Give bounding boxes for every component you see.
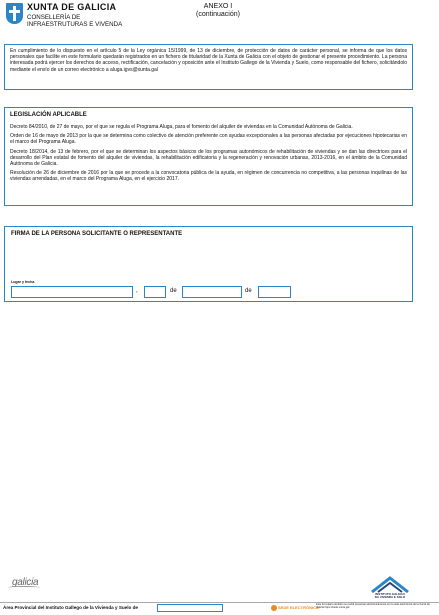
day-input[interactable] (144, 286, 166, 298)
igvs-name: INSTITUTO GALEGO DA VIVENDA E SOLO (374, 592, 406, 600)
area-label: Área Provincial del Instituto Gallego de la Vivienda y Suelo de (3, 605, 138, 610)
privacy-text: En cumplimiento de lo dispuesto en el artículo 5 de la Ley orgánica 15/1999, de 13 de diciembre, de protección de datos de carácter personal, se informa de que los datos personales que facilite en este formulario quedarán registrados en un fichero de titularidad de la Xunta de Galicia con el objeto de gestionar el presente procedimiento. La persona interesada podrá ejercer los derechos de acceso, rectificación, cancelación y oposición ante el Instituto Gallego de la Vivienda y Suelo, como responsable del fichero, solicitándolo mediante el envío de un correo electrónico a aluga.igvs@xunta.gal (10, 48, 407, 73)
ministry-name: CONSELLERÍA DE INFRAESTRUTURAS E VIVENDA (27, 14, 123, 28)
galicia-swoosh-icon (8, 586, 40, 589)
area-input[interactable] (157, 604, 223, 612)
xunta-shield-icon (6, 3, 23, 24)
legislation-item: Decreto 18/2014, de 13 de febrero, por el que se determinan los aspectos básicos de los programas autonómicos de rehabilitación de viviendas y se dan las directrices para el desarrollo del Plan estatal de fomento del alquiler de viviendas, la rehabilitación edificatoria y la regeneración y renovación urbanas, 2013-2016, en el ámbito de la Comunidad Autónoma de Galicia. (10, 148, 407, 168)
legislation-heading: LEGISLACIÓN APLICABLE (10, 112, 87, 118)
signature-heading: FIRMA DE LA PERSONA SOLICITANTE O REPRESENTANTE (11, 231, 183, 237)
comma-separator: , (136, 288, 138, 294)
sede-electronica-link[interactable]: SEDE ELECTRÓNICA (278, 605, 319, 610)
sede-note: Este formulario también se podrá presentar electrónicamente en la sede electrónica de la Xunta de Galicia https://sede.xunta.gal (316, 603, 430, 610)
de-label: de (170, 288, 177, 294)
signature-box (4, 226, 413, 302)
legislation-item: Resolución de 26 de diciembre de 2016 por la que se procede a la convocatoria pública de la ayuda, en régimen de concurrencia no competitiva, a las personas inquilinas de las viviendas arrendadas, en el marco del Programa Aluga, en el ejercicio 2017. (10, 170, 407, 183)
place-date-label: Lugar y fecha (11, 280, 35, 284)
place-input[interactable] (11, 286, 133, 298)
de-label: de (245, 288, 252, 294)
privacy-box (4, 44, 413, 90)
igvs-logo-icon (368, 574, 412, 594)
month-input[interactable] (182, 286, 242, 298)
year-input[interactable] (258, 286, 291, 298)
annex-title: ANEXO I (continuación) (196, 3, 240, 18)
legislation-item: Orden de 16 de mayo de 2013 por la que se determina como colectivo de atención preferente con ayudas excepcionales a las personas afectadas por ejecuciones hipotecarias en el marco del Programa Aluga. (10, 133, 407, 146)
sede-electronica-icon (271, 605, 277, 611)
brand-name: XUNTA DE GALICIA (27, 2, 117, 12)
galicia-logo: galicia (12, 577, 39, 588)
legislation-item: Decreto 84/2010, de 27 de mayo, por el que se regula el Programa Aluga, para el fomento del alquiler de viviendas en la Comunidad Autónoma de Galicia. (10, 124, 353, 130)
legislation-box (4, 107, 413, 206)
